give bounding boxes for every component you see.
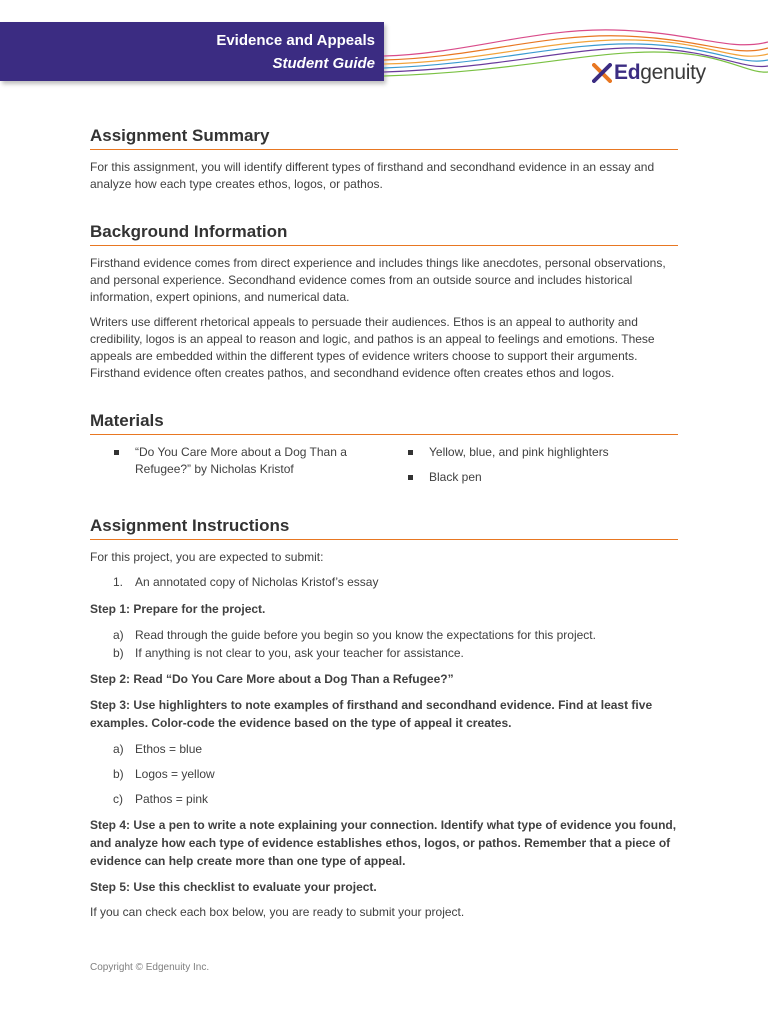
step-1: Step 1: Prepare for the project. <box>90 602 266 616</box>
step-2: Step 2: Read “Do You Care More about a Dog Than a Refugee?” <box>90 672 454 686</box>
closing-text: If you can check each box below, you are ready to submit your project. <box>90 905 465 919</box>
document-title: Evidence and Appeals <box>216 32 375 49</box>
step-4: Step 4: Use a pen to write a note explaining your connection. Identify what type of evidence you found, and analyze how each type of evidence establishes ethos, logos, or pathos. Remember that a piece of evidence can help create more than one type of appeal. <box>90 818 677 868</box>
list-item: “Do You Care More about a Dog Than a Refugee?” by Nicholas Kristof <box>90 444 380 478</box>
background-section <box>90 222 678 382</box>
list-item: 1. An annotated copy of Nicholas Kristof’s essay <box>113 575 379 589</box>
materials-list-left <box>90 444 384 494</box>
instructions-section <box>90 516 678 921</box>
logo-wordmark: Edgenuity <box>614 61 706 84</box>
step-1-list <box>90 626 678 662</box>
header-band <box>0 22 384 81</box>
instructions-intro: For this project, you are expected to submit: <box>90 550 324 564</box>
list-item: b) Logos = yellow <box>113 767 215 781</box>
list-item: a) Ethos = blue <box>113 742 203 756</box>
step-5: Step 5: Use this checklist to evaluate your project. <box>90 880 377 894</box>
assignment-summary-text: For this assignment, you will identify different types of firsthand and secondhand evidence in an essay and analyze how each type creates ethos, logos, or pathos. <box>90 160 655 191</box>
edgenuity-logo <box>592 58 706 88</box>
list-item: Yellow, blue, and pink highlighters <box>384 444 674 461</box>
submit-list <box>90 574 678 591</box>
assignment-summary-section <box>90 126 678 193</box>
background-paragraph: Firsthand evidence comes from direct experience and includes things like anecdotes, personal observations, and personal experience. Secondhand evidence comes from an outside source and includes historical information, expert opinions, and numerical data. <box>90 256 666 304</box>
materials-heading: Materials <box>90 411 678 435</box>
edgenuity-x-icon <box>592 63 612 83</box>
background-paragraph: Writers use different rhetorical appeals to persuade their audiences. Ethos is an appeal to authority and credibility, logos is an appeal to reason and logic, and pathos is an appeal to feelings and emotions. These appeals are embedded within the different types of evidence writers choose to support their arguments. Firsthand evidence often creates pathos, and secondhand evidence often creates ethos and logos. <box>90 315 655 380</box>
assignment-summary-heading: Assignment Summary <box>90 126 678 150</box>
list-item: c) Pathos = pink <box>113 792 209 806</box>
step-3: Step 3: Use highlighters to note examples of firsthand and secondhand evidence. Find at least five examples. Color-code the evidence based on the type of appeal it creates. <box>90 698 653 730</box>
decorative-waves <box>384 18 768 88</box>
materials-list-right <box>384 444 678 494</box>
instructions-heading: Assignment Instructions <box>90 516 678 540</box>
list-item: Black pen <box>384 469 674 486</box>
document-body <box>90 126 678 929</box>
document-subtitle: Student Guide <box>272 55 375 72</box>
copyright-footer: Copyright © Edgenuity Inc. <box>90 962 210 973</box>
background-heading: Background Information <box>90 222 678 246</box>
materials-section <box>90 411 678 494</box>
list-item: a) Read through the guide before you begin so you know the expectations for this project. <box>113 628 596 642</box>
step-3-list <box>90 740 678 808</box>
list-item: b) If anything is not clear to you, ask your teacher for assistance. <box>113 646 464 660</box>
